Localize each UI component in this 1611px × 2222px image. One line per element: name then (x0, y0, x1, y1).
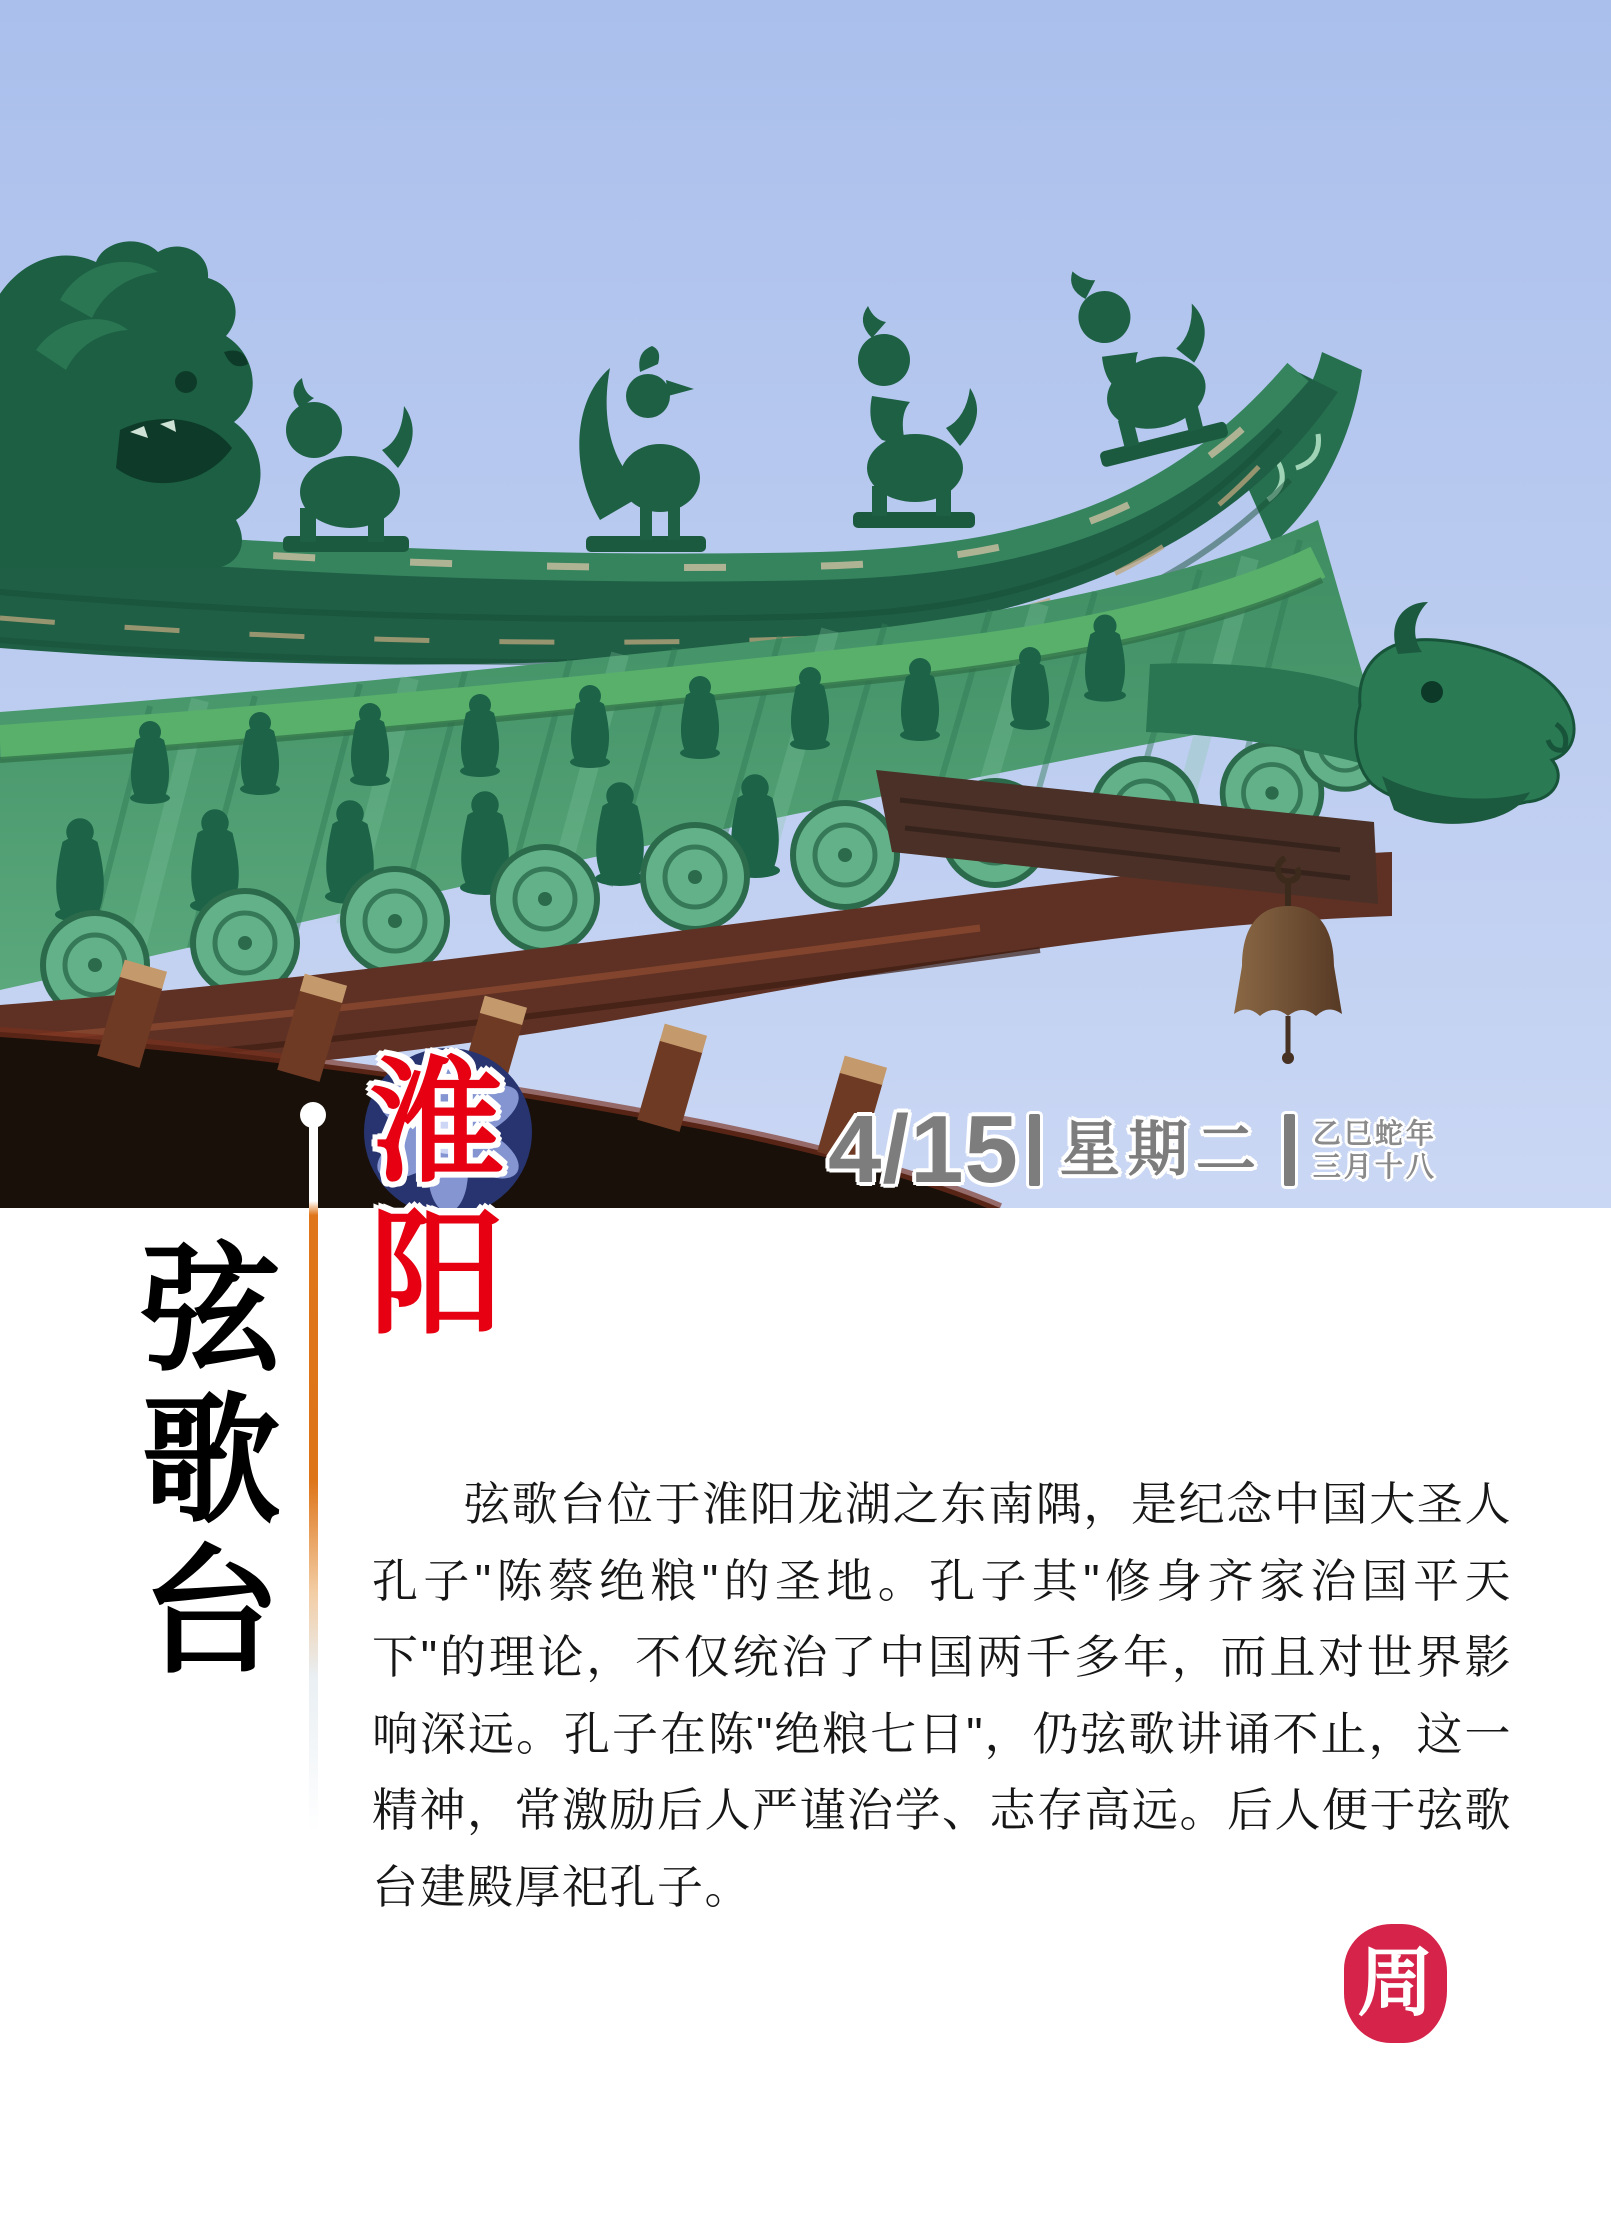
description-paragraph: 弦歌台位于淮阳龙湖之东南隅，是纪念中国大圣人孔子"陈蔡绝粮"的圣地。孔子其"修身齐家治国平天下"的理论，不仅统治了中国两千多年，而且对世界影响深远。孔子在陈"绝粮七日"，仍弦歌讲诵不止，这一精神，常激励后人严谨治学、志存高远。后人便于弦歌台建殿厚祀孔子。 (372, 1478, 1512, 1913)
location-title (368, 1050, 506, 1351)
chiwen-ornament (0, 241, 261, 568)
marker-dot (300, 1102, 326, 1128)
site-title (138, 1235, 284, 1691)
location-char: 淮 (369, 1050, 505, 1199)
location-char: 阳 (369, 1201, 505, 1351)
site-char: 弦 (141, 1235, 281, 1389)
date-weekday: 星期二 (1059, 1116, 1264, 1183)
date-block (828, 1096, 1437, 1203)
marker-line (309, 1127, 318, 1832)
site-char: 歌 (141, 1385, 281, 1540)
lunar-day: 三月十八 (1312, 1151, 1437, 1182)
lunar-year: 乙巳蛇年 (1312, 1117, 1437, 1149)
divider-bar (1284, 1114, 1295, 1186)
seal-character: 周 (1357, 1941, 1434, 2026)
divider-bar (1029, 1114, 1040, 1186)
zhou-seal (1344, 1924, 1447, 2043)
lunar-date-block (1313, 1117, 1437, 1183)
site-char: 台 (141, 1536, 281, 1691)
date-month-day: 4/15 (828, 1096, 1019, 1203)
